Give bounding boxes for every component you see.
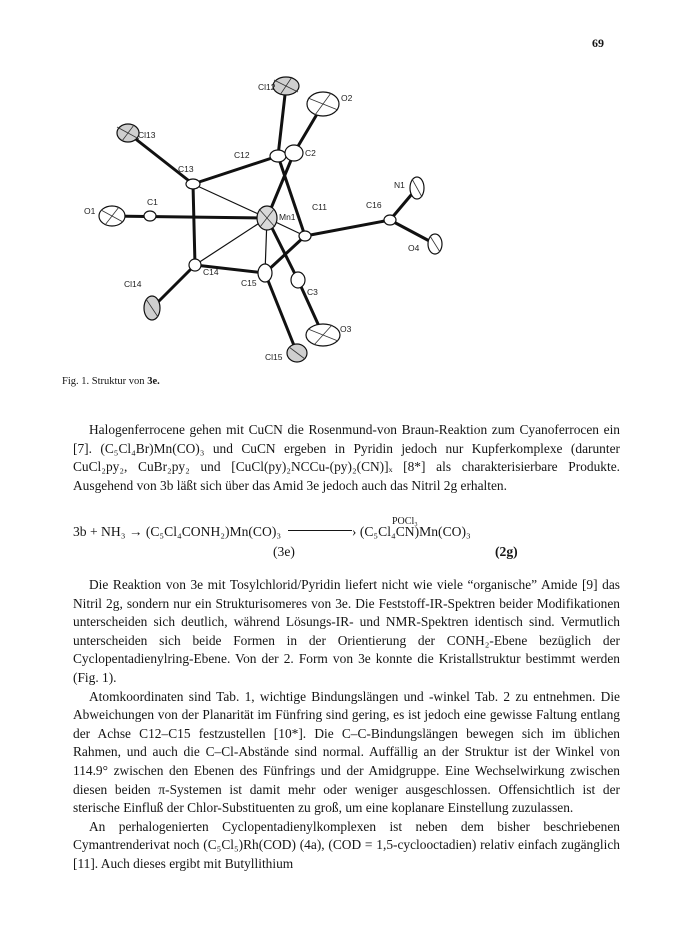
equation-reagent: POCl₃ <box>392 516 418 527</box>
label-cl14: Cl14 <box>124 279 142 289</box>
atom-c12 <box>270 150 286 162</box>
label-c2: C2 <box>305 148 316 158</box>
atom-c15 <box>258 264 272 282</box>
label-c13: C13 <box>178 164 194 174</box>
paragraph-4: An perhalogenierten Cyclopentadienylkomplexen ist neben dem bisher beschriebenen Cymantrenderivat noch (C₅Cl₅)Rh(COD) (4a), (COD = 1,5-cyclooctadien) relativ einfach zugänglich [11]. Auch dieses ergibt mit Butyllithium <box>73 818 620 871</box>
label-o2: O2 <box>341 93 353 103</box>
label-o4: O4 <box>408 243 420 253</box>
label-n1: N1 <box>394 180 405 190</box>
atom-c1 <box>144 211 156 221</box>
page-number: 69 <box>592 36 604 50</box>
reaction-equation <box>73 516 633 564</box>
label-cl12: Cl12 <box>258 82 276 92</box>
atom-c13 <box>186 179 200 189</box>
crystal-structure-figure <box>60 68 480 376</box>
atom-c3 <box>291 272 305 288</box>
label-c3: C3 <box>307 287 318 297</box>
label-o1: O1 <box>84 206 96 216</box>
atom-c16 <box>384 215 396 225</box>
atom-labels <box>84 82 420 362</box>
paragraph-1-text: Halogenferrocene gehen mit CuCN die Rosenmund-von Braun-Reaktion zum Cyanoferrocen ein [7]. (C₅Cl₄Br)Mn(CO)₃ und CuCN ergeben in Pyridin jedoch nur Kupferkomplexe (darunter CuCl₂py₂, CuBr₂py₂ und [CuCl(py)₂NCCu-(py)₂(CN)]ₓ [8*] als charakterisierbare Produkte. Ausgehend von 3b läßt sich über das Amid 3e jedoch auch das Nitril 2g erhalten. <box>73 422 620 493</box>
caption-label: Fig. 1. <box>62 376 90 387</box>
atom-c2 <box>285 145 303 161</box>
equation-reactant: 3b + NH₃ → (C₅Cl₄CONH₂)Mn(CO)₃ <box>73 524 282 539</box>
label-c11: C11 <box>312 202 327 212</box>
equation-arrow <box>288 530 352 531</box>
equation-product: (C₅Cl₄CN)Mn(CO)₃ <box>359 524 471 539</box>
equation-label-right: (2g) <box>495 544 518 559</box>
paragraph-2: Die Reaktion von 3e mit Tosylchlorid/Pyridin liefert nicht wie viele “organische” Amide [9] das Nitril 2g, sondern nur ein Strukturisomeres von 3e. Die Feststoff-IR-Spektren beider Modifikationen unterscheiden sich deutlich, während Lösungs-IR- und NMR-Spektren identisch sind. Vermutlich unterscheiden sich beide Formen in der Orientierung der CONH₂-Ebene bezüglich der Cyclopentadienylring-Ebene. Von der 2. Form von 3e konnte die Kristallstruktur bestimmt werden (Fig. 1). <box>73 577 620 685</box>
thermal-ellipsoids <box>99 77 442 362</box>
label-c14: C14 <box>203 267 219 277</box>
label-c16: C16 <box>366 200 382 210</box>
equation-label-left: (3e) <box>273 544 295 559</box>
label-c15: C15 <box>241 278 257 288</box>
paragraph-1 <box>73 421 620 495</box>
atom-c14 <box>189 259 201 271</box>
label-c12: C12 <box>234 150 250 160</box>
paragraph-3: Atomkoordinaten sind Tab. 1, wichtige Bindungslängen und -winkel Tab. 2 zu entnehmen. Die Abweichungen von der Planarität im Fünfring sind gering, es ist jedoch eine gewisse Faltung entlang der Achse C12–C15 festzustellen [10*]. Die C–C-Bindungslängen bewegen sich im üblichen Rahmen, und auch die C–Cl-Abstände sind normal. Auffällig an der Struktur ist der Winkel von 114.9° zwischen den Ebenen des Fünfrings und der Amidgruppe. Eine Wechselwirkung zwischen diesen beiden π-Systemen ist damit mehr oder weniger ausgeschlossen. Offensichtlich ist der sterische Einfluß der Chlor-Substituenten zu groß, um eine koplanare Einstellung zuzulassen. <box>73 688 620 816</box>
equation-line: 3b + NH₃ → (C₅Cl₄CONH₂)Mn(CO)₃ › (C₅Cl₄CN)Mn(CO)₃ <box>73 524 471 539</box>
label-o3: O3 <box>340 324 352 334</box>
caption-compound: 3e. <box>147 376 160 387</box>
label-c1: C1 <box>147 197 158 207</box>
label-cl13: Cl13 <box>138 130 156 140</box>
atom-c11 <box>299 231 311 241</box>
paragraphs-main <box>73 576 620 874</box>
label-cl15: Cl15 <box>265 352 283 362</box>
figure-caption <box>62 376 160 387</box>
caption-text: Struktur von <box>91 376 145 387</box>
label-mn1: Mn1 <box>279 212 296 222</box>
ortep-diagram <box>60 68 480 376</box>
